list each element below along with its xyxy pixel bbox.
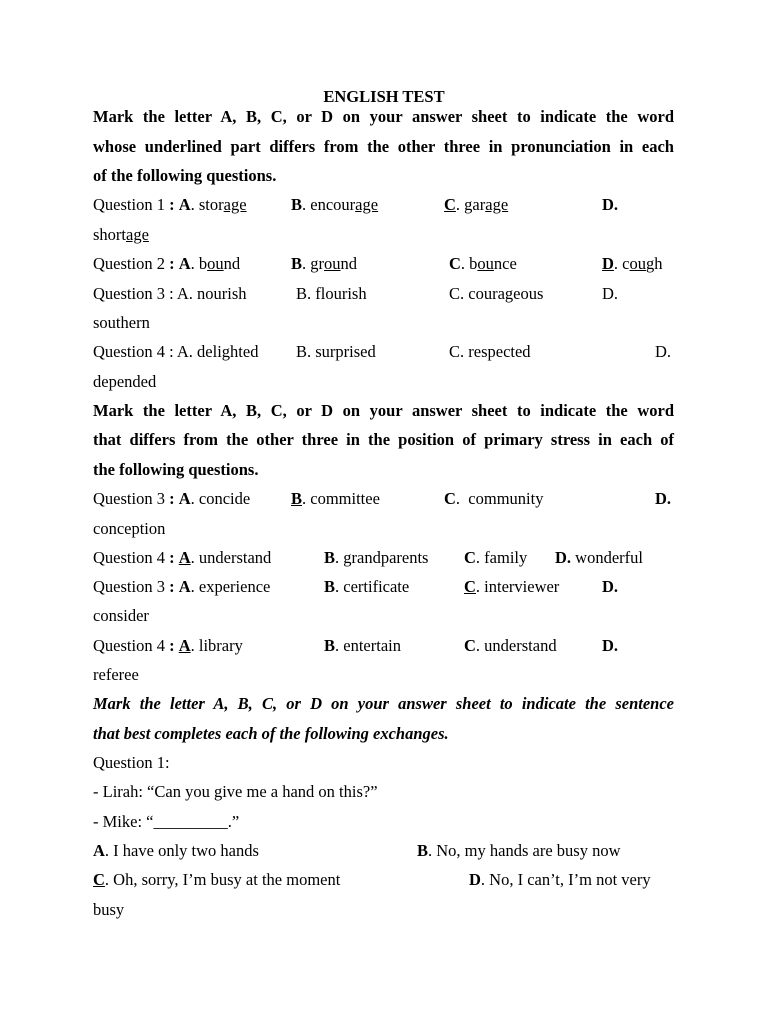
stress-option-c: C. understand (464, 636, 557, 655)
question-1-row: Question 1 : A. storage (93, 195, 247, 214)
option-letter: D (602, 254, 614, 273)
option-a-text: stor (198, 195, 224, 214)
dialog-closing-quote: .” (227, 812, 240, 831)
option-a-tail: nd (223, 254, 241, 273)
option-b-text: entertain (343, 636, 401, 655)
option-letter: C (93, 870, 105, 889)
option-letter: B (291, 195, 303, 214)
section2-instruction-line3: the following questions. (93, 460, 259, 479)
stress-option-d-text: consider (93, 606, 149, 625)
option-letter: A (93, 841, 105, 860)
stress-option-b: B. certificate (324, 577, 410, 596)
option-letter: C (464, 636, 476, 655)
option-c-underline: ou (477, 254, 494, 273)
option-b-underline: age (355, 195, 379, 214)
question-4-option-c: C. respected (449, 342, 531, 361)
dialog-line-lirah: - Lirah: “Can you give me a hand on this?” (93, 782, 378, 801)
option-letter: B (324, 636, 336, 655)
option-b-tail: nd (340, 254, 358, 273)
option-a-underline: ou (207, 254, 224, 273)
option-d-text: short (93, 225, 126, 244)
question-2-option-c: C. bounce (449, 254, 517, 273)
question-label: Question 3 (93, 577, 165, 596)
question-label: Question 1 (93, 195, 165, 214)
stress-option-c: C. family (464, 548, 528, 567)
option-a-text: . I have only two hands (104, 841, 259, 860)
question-1-option-d: D. (602, 195, 619, 214)
stress-option-b: B. grandparents (324, 548, 429, 567)
option-c-underline: age (485, 195, 509, 214)
question-3-option-d: D. (602, 284, 619, 303)
option-a-text: b (198, 254, 208, 273)
option-b-underline: ou (324, 254, 341, 273)
option-d-underline: ou (629, 254, 646, 273)
option-letter: D (469, 870, 481, 889)
exchange-option-d (469, 870, 651, 890)
option-letter: C (444, 489, 456, 508)
question-label: Question 4 (93, 548, 165, 567)
question-1-option-c: C. garage (444, 195, 509, 214)
stress-question-row: Question 4 : A. library (93, 636, 243, 655)
stress-question-row: Question 4 : A. understand (93, 548, 272, 567)
stress-option-d: D. (602, 636, 619, 655)
question-4-option-d: D. (655, 342, 672, 361)
option-letter: C (444, 195, 456, 214)
stress-question-row: Question 3 : A. experience (93, 577, 271, 596)
section1-instruction-line2: whose underlined part differs from the other three in pronunciation in each (93, 137, 674, 156)
option-a-underline: age (223, 195, 247, 214)
option-letter: C (464, 548, 476, 567)
stress-option-b: B. entertain (324, 636, 401, 655)
section2-instruction-line2: that differs from the other three in the position of primary stress in each of (93, 430, 674, 449)
option-letter: A (178, 548, 191, 567)
option-letter: B (417, 841, 429, 860)
section1-instruction-line3: of the following questions. (93, 166, 277, 185)
option-letter: A (178, 254, 191, 273)
option-d-underline: age (126, 225, 149, 244)
question-3-row: Question 3 : A. nourish (93, 284, 247, 303)
option-c-text: community (468, 489, 544, 508)
option-b-text: . No, my hands are busy now (428, 841, 621, 860)
option-a-text: understand (198, 548, 272, 567)
question-1-option-b: B. encourage (291, 195, 379, 214)
option-letter: A (178, 489, 191, 508)
option-a-text: concide (198, 489, 251, 508)
option-letter: B (291, 489, 303, 508)
question-2-option-d: D. cough (602, 254, 663, 273)
answer-blank: _________ (153, 812, 228, 831)
option-b-text: encour (310, 195, 356, 214)
question-4-row: Question 4 : A. delighted (93, 342, 259, 361)
option-b-text: committee (310, 489, 380, 508)
stress-option-c: C. interviewer (464, 577, 560, 596)
option-letter: B (324, 577, 336, 596)
question-label: Question 3 (93, 489, 165, 508)
dialog-line-mike (93, 812, 239, 832)
option-letter: C (449, 254, 461, 273)
option-letter: A (178, 195, 191, 214)
question-label: Question 4 (93, 636, 165, 655)
exchange-question-label: Question 1: (93, 753, 170, 772)
option-c-text: understand (484, 636, 557, 655)
stress-option-d-text: conception (93, 519, 166, 538)
question-3-option-d-text: southern (93, 313, 150, 332)
option-c-text: b (469, 254, 478, 273)
page-title: ENGLISH TEST (323, 87, 445, 106)
option-c-text: interviewer (484, 577, 560, 596)
stress-option-b: B. committee (291, 489, 380, 508)
question-4-option-b: B. surprised (296, 342, 376, 361)
stress-option-d: D. (602, 577, 619, 596)
option-c-text: . Oh, sorry, I’m busy at the moment (104, 870, 341, 889)
question-3-option-c: C. courageous (449, 284, 544, 303)
option-letter: D. (555, 548, 572, 567)
option-c-text: gar (464, 195, 486, 214)
option-letter: A (178, 636, 191, 655)
dialog-speaker: - Mike: “ (93, 812, 154, 831)
option-c-tail: nce (493, 254, 517, 273)
option-letter: B (324, 548, 336, 567)
option-letter: B (291, 254, 303, 273)
section3-instruction-line2: that best completes each of the following exchanges. (93, 724, 449, 743)
option-d-text: wonderful (575, 548, 643, 567)
stress-question-row: Question 3 : A. concide (93, 489, 251, 508)
option-d-tail: gh (646, 254, 663, 273)
section1-instruction-line1: Mark the letter A, B, C, or D on your answer sheet to indicate the word (93, 107, 674, 126)
question-1-option-d-text (93, 225, 149, 245)
stress-option-d: D. (655, 489, 672, 508)
option-letter: A (178, 577, 191, 596)
question-3-option-b: B. flourish (296, 284, 367, 303)
exchange-option-c (93, 870, 340, 890)
question-4-option-d-text: depended (93, 372, 157, 391)
option-b-text: grandparents (343, 548, 429, 567)
stress-option-d-text: referee (93, 665, 139, 684)
option-a-text: experience (198, 577, 271, 596)
option-d-text: c (622, 254, 630, 273)
question-2-row: Question 2 : A. bound (93, 254, 241, 273)
exchange-option-d-wrap: busy (93, 900, 125, 919)
section3-instruction-line1: Mark the letter A, B, C, or D on your answer sheet to indicate the sentence (93, 694, 674, 713)
exchange-option-b (417, 841, 621, 861)
option-b-text: gr (310, 254, 325, 273)
stress-option-c: C. community (444, 489, 544, 508)
question-label: Question 2 (93, 254, 165, 273)
option-letter: C (464, 577, 476, 596)
section2-instruction-line1: Mark the letter A, B, C, or D on your answer sheet to indicate the word (93, 401, 674, 420)
option-b-text: certificate (343, 577, 410, 596)
option-c-text: family (484, 548, 528, 567)
option-d-text: . No, I can’t, I’m not very (480, 870, 651, 889)
exchange-option-a (93, 841, 259, 861)
stress-option-d (555, 548, 643, 568)
option-a-text: library (198, 636, 243, 655)
question-2-option-b: B. ground (291, 254, 358, 273)
